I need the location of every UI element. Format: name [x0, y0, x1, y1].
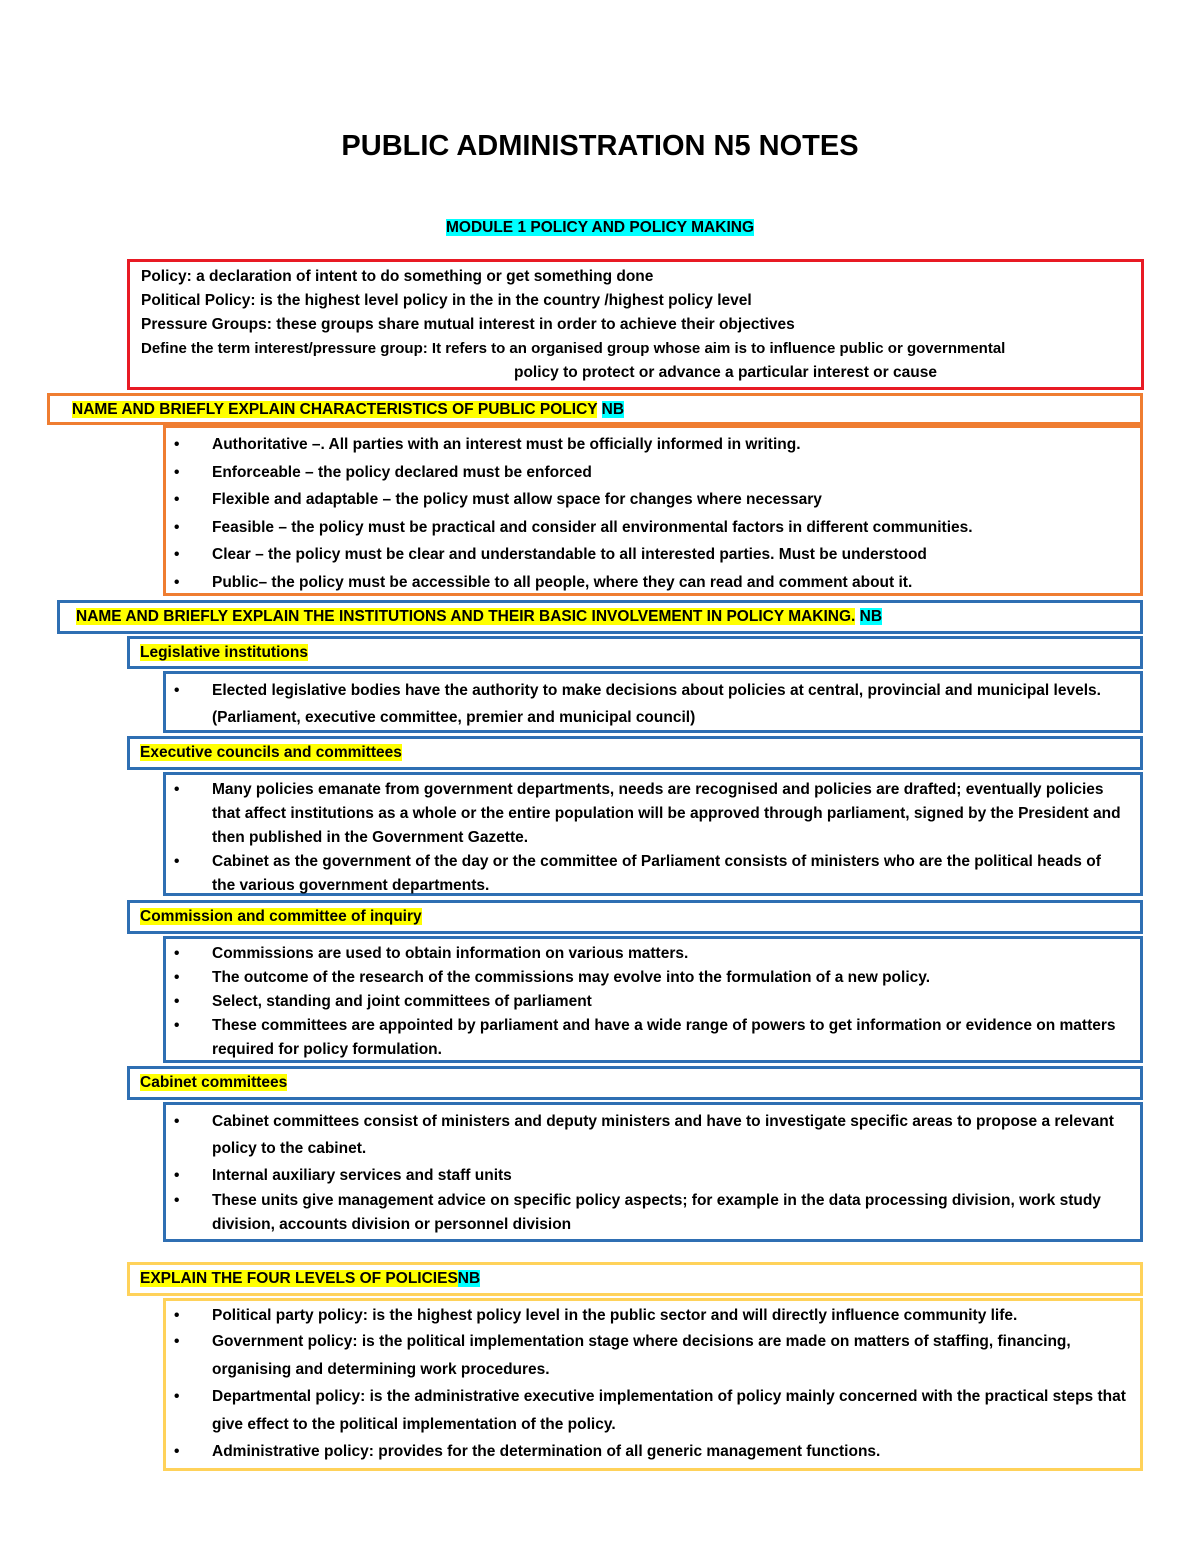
- list-item: • Cabinet as the government of the day or the committee of Parliament consists of ministers who are the political heads of the various government departments.: [166, 850, 1140, 898]
- commission-heading: Commission and committee of inquiry: [140, 908, 422, 925]
- characteristics-heading-box: [47, 393, 1143, 425]
- list-item: • Feasible – the policy must be practical and consider all environmental factors in different communities.: [166, 514, 1140, 542]
- executive-list-box: [163, 772, 1143, 896]
- page-title: PUBLIC ADMINISTRATION N5 NOTES: [341, 130, 859, 162]
- nb-tag: NB: [457, 1270, 481, 1287]
- definition-political-policy: Political Policy: is the highest level policy in the in the country /highest policy level: [141, 292, 752, 309]
- characteristics-list-box: [163, 425, 1143, 596]
- list-item: • Elected legislative bodies have the authority to make decisions about policies at central, provincial and municipal levels. (Parliament, executive committee, premier and municipal council): [166, 677, 1140, 731]
- list-item: • Commissions are used to obtain information on various matters.: [166, 942, 1140, 966]
- definition-interest-group-cont: policy to protect or advance a particular interest or cause: [514, 364, 937, 381]
- definition-pressure-groups: Pressure Groups: these groups share mutual interest in order to achieve their objectives: [141, 316, 795, 333]
- legislative-list-box: [163, 671, 1143, 733]
- cabinet-list-box: [163, 1102, 1143, 1242]
- cabinet-list: [166, 1108, 1140, 1237]
- definitions-box: [127, 259, 1144, 390]
- list-item: • Internal auxiliary services and staff units: [166, 1162, 1140, 1189]
- institutions-heading-box: [57, 600, 1143, 634]
- module-title: MODULE 1 POLICY AND POLICY MAKING: [445, 219, 755, 236]
- list-item: • The outcome of the research of the commissions may evolve into the formulation of a new policy.: [166, 966, 1140, 990]
- characteristics-heading: NAME AND BRIEFLY EXPLAIN CHARACTERISTICS OF PUBLIC POLICY: [72, 401, 598, 418]
- list-item: • These committees are appointed by parliament and have a wide range of powers to get information or evidence on matters required for policy formulation.: [166, 1014, 1140, 1062]
- list-item: • Administrative policy: provides for the determination of all generic management functions.: [166, 1438, 1140, 1466]
- list-item: • Many policies emanate from government departments, needs are recognised and policies are drafted; eventually policies that affect institutions as a whole or the entire population will be approved through parliament, signed by the President and then published in the Government Gazette.: [166, 778, 1140, 850]
- commission-list-box: [163, 936, 1143, 1063]
- institutions-heading: NAME AND BRIEFLY EXPLAIN THE INSTITUTIONS AND THEIR BASIC INVOLVEMENT IN POLICY MAKING.: [76, 608, 856, 625]
- definition-interest-group: Define the term interest/pressure group: It refers to an organised group whose aim is to influence public or governmental: [141, 340, 1006, 357]
- nb-tag: NB: [601, 401, 625, 418]
- list-item: • Cabinet committees consist of ministers and deputy ministers and have to investigate specific areas to propose a relevant policy to the cabinet.: [166, 1108, 1140, 1162]
- executive-heading: Executive councils and committees: [140, 744, 402, 761]
- levels-heading: EXPLAIN THE FOUR LEVELS OF POLICIES: [140, 1270, 458, 1287]
- legislative-heading: Legislative institutions: [140, 644, 308, 661]
- cabinet-heading: Cabinet committees: [140, 1074, 288, 1091]
- list-item: • Government policy: is the political implementation stage where decisions are made on matters of staffing, financing, organising and determining work procedures.: [166, 1328, 1140, 1383]
- nb-tag: NB: [859, 608, 883, 625]
- commission-heading-box: [127, 900, 1143, 934]
- list-item: • Flexible and adaptable – the policy must allow space for changes where necessary: [166, 486, 1140, 514]
- legislative-list: [166, 677, 1140, 731]
- module-heading: [0, 219, 1200, 237]
- list-item: • Departmental policy: is the administrative executive implementation of policy mainly concerned with the practical steps that give effect to the political implementation of the policy.: [166, 1383, 1140, 1438]
- levels-heading-box: [127, 1262, 1143, 1296]
- list-item: • Political party policy: is the highest policy level in the public sector and will directly influence community life.: [166, 1304, 1140, 1328]
- list-item: • These units give management advice on specific policy aspects; for example in the data processing division, work study division, accounts division or personnel division: [166, 1189, 1140, 1237]
- cabinet-heading-box: [127, 1066, 1143, 1100]
- levels-list: [166, 1304, 1140, 1466]
- definition-policy: Policy: a declaration of intent to do something or get something done: [141, 268, 654, 285]
- executive-list: [166, 778, 1140, 898]
- list-item: • Public– the policy must be accessible to all people, where they can read and comment about it.: [166, 569, 1140, 597]
- levels-list-box: [163, 1298, 1143, 1471]
- list-item: • Authoritative –. All parties with an interest must be officially informed in writing.: [166, 431, 1140, 459]
- executive-heading-box: [127, 736, 1143, 770]
- commission-list: [166, 942, 1140, 1062]
- characteristics-list: [166, 431, 1140, 596]
- list-item: • Clear – the policy must be clear and understandable to all interested parties. Must be understood: [166, 541, 1140, 569]
- list-item: • Enforceable – the policy declared must be enforced: [166, 459, 1140, 487]
- list-item: • Select, standing and joint committees of parliament: [166, 990, 1140, 1014]
- legislative-heading-box: [127, 636, 1143, 669]
